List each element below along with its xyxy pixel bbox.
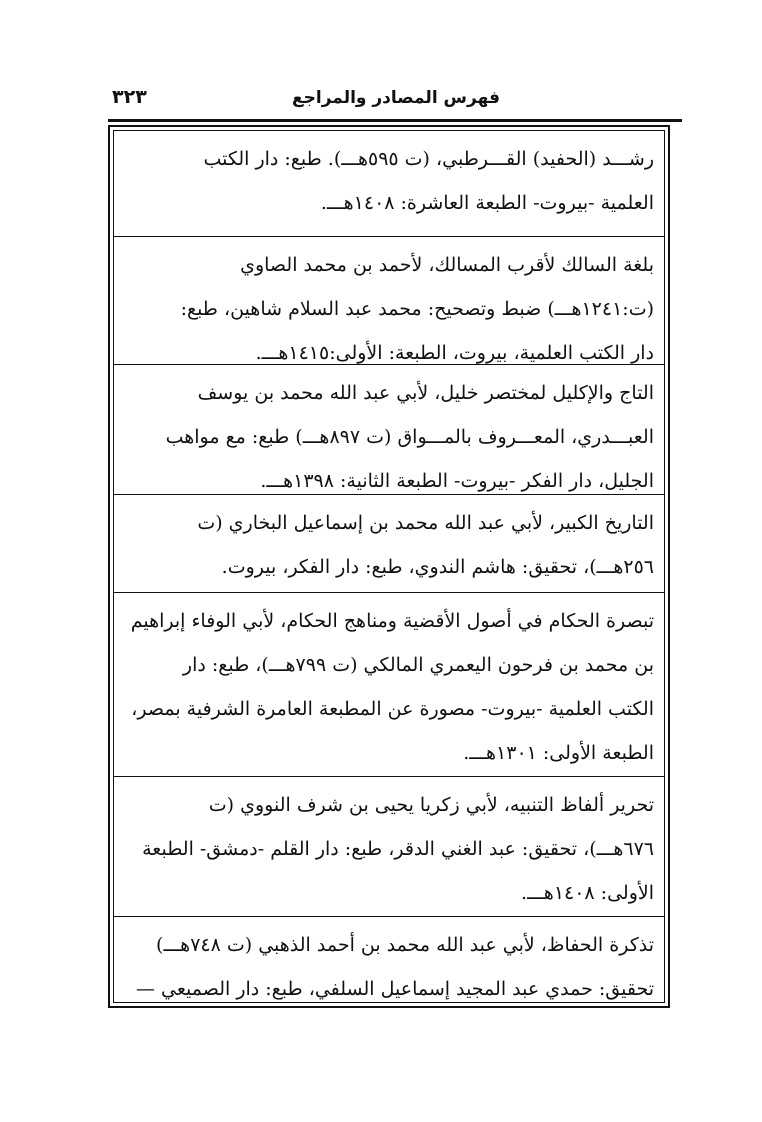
bibliography-entry xyxy=(114,917,664,1004)
entry-line: الجليل، دار الفكر -بيروت- الطبعة الثانية: ١٣٩٨هـــ. xyxy=(260,470,654,492)
header-rule xyxy=(108,119,682,122)
entry-line: بلغة السالك لأقرب المسالك، لأحمد بن محمد الصاوي xyxy=(240,254,654,276)
entry-line: رشـــد (الحفيد) القـــرطبي، (ت ٥٩٥هـــ). طبع: دار الكتب xyxy=(203,148,654,170)
entry-line: ٢٥٦هـــ)، تحقيق: هاشم الندوي، طبع: دار الفكر، بيروت. xyxy=(221,556,654,578)
entry-line: ٦٧٦هـــ)، تحقيق: عبد الغني الدقر، طبع: دار القلم -دمشق- الطبعة xyxy=(142,838,654,860)
page-number: ٣٢٣ xyxy=(112,86,147,108)
bibliography-table xyxy=(108,125,670,1008)
entry-line: التاج والإكليل لمختصر خليل، لأبي عبد الله محمد بن يوسف xyxy=(197,382,654,404)
bibliography-entry xyxy=(114,365,664,495)
entry-line: تحقيق: حمدي عبد المجيد إسماعيل السلفي، طبع: دار الصميعي — xyxy=(135,978,654,1000)
entry-line: الأولى: ١٤٠٨هـــ. xyxy=(521,882,654,904)
entry-line: الكتب العلمية -بيروت- مصورة عن المطبعة العامرة الشرفية بمصر، xyxy=(131,698,654,720)
entry-line: بن محمد بن فرحون اليعمري المالكي (ت ٧٩٩هـــ)، طبع: دار xyxy=(182,654,654,676)
entry-line: التاريخ الكبير، لأبي عبد الله محمد بن إسماعيل البخاري (ت xyxy=(197,512,654,534)
entry-line: العبـــدري، المعـــروف بالمـــواق (ت ٨٩٧هـــ) طبع: مع مواهب xyxy=(165,426,654,448)
entry-line: تحرير ألفاظ التنبيه، لأبي زكريا يحيى بن شرف النووي (ت xyxy=(208,794,654,816)
bibliography-entry xyxy=(114,593,664,777)
bibliography-entry xyxy=(114,777,664,917)
entry-line: العلمية -بيروت- الطبعة العاشرة: ١٤٠٨هـــ. xyxy=(320,192,654,214)
bibliography-entry xyxy=(114,131,664,237)
entry-line: تبصرة الحكام في أصول الأقضية ومناهج الحكام، لأبي الوفاء إبراهيم xyxy=(130,610,654,632)
bibliography-entry xyxy=(114,495,664,593)
entry-line: تذكرة الحفاظ، لأبي عبد الله محمد بن أحمد الذهبي (ت ٧٤٨هـــ) xyxy=(156,934,654,956)
entry-line: دار الكتب العلمية، بيروت، الطبعة: الأولى:١٤١٥هـــ. xyxy=(255,342,654,364)
page-title: فهرس المصادر والمراجع xyxy=(292,88,500,108)
entry-line: (ت:١٢٤١هـــ) ضبط وتصحيح: محمد عبد السلام شاهين، طبع: xyxy=(180,298,654,320)
page-header xyxy=(112,86,680,116)
entry-line: الطبعة الأولى: ١٣٠١هـــ. xyxy=(463,742,654,764)
bibliography-entry xyxy=(114,237,664,365)
